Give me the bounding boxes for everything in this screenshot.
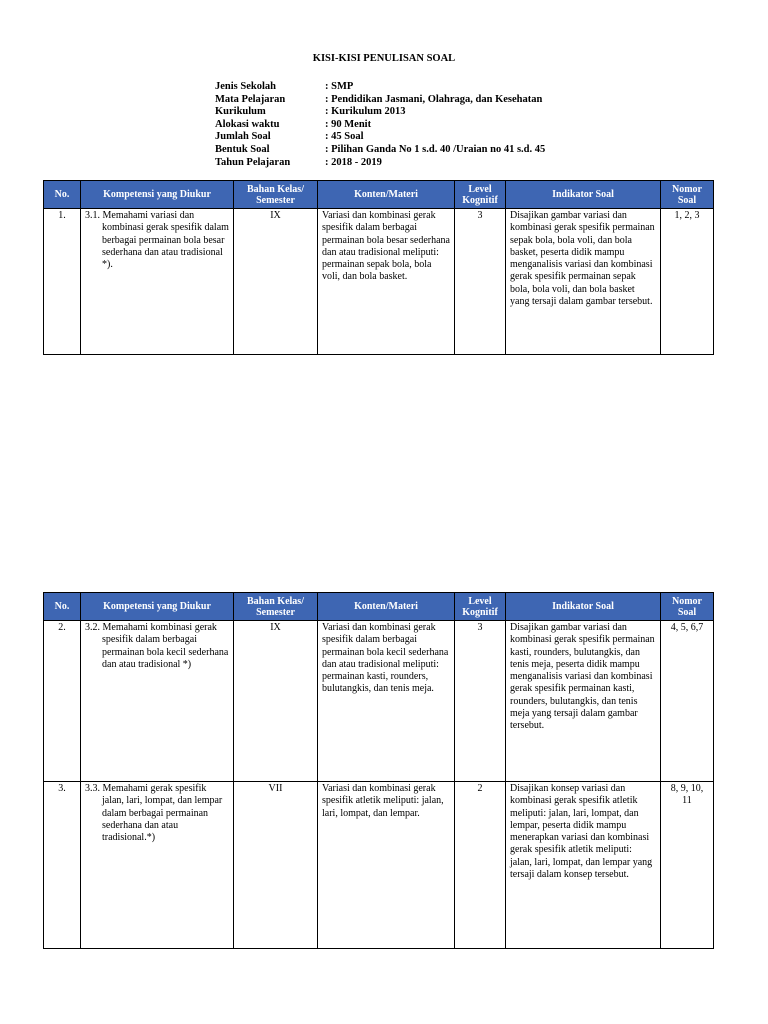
info-label: Bentuk Soal (215, 143, 270, 155)
table-row (44, 782, 714, 949)
header-no: No. (44, 181, 81, 209)
header-level-kognitif: Level Kognitif (455, 593, 506, 621)
info-label: Mata Pelajaran (215, 93, 286, 105)
cell-kompetensi (81, 209, 234, 355)
info-row (215, 131, 545, 144)
cell-nomor-soal: 4, 5, 6,7 (661, 621, 714, 782)
info-value: : Pendidikan Jasmani, Olahraga, dan Kesehatan (325, 93, 543, 105)
table-header-row (44, 593, 714, 621)
cell-indikator-soal: Disajikan gambar variasi dan kombinasi gerak spesifik permainan kasti, rounders, bulutangkis, dan tenis meja, peserta didik mampu menganalisis variasi dan kombinasi gerak spesifik permainan kasti, rounders, bulutangkis, dan tenis meja yang tersaji dalam gambar tersebut. (506, 621, 661, 782)
info-row (215, 144, 545, 157)
cell-bahan-kelas: IX (234, 621, 318, 782)
table-row (44, 621, 714, 782)
header-bahan-kelas: Bahan Kelas/ Semester (234, 593, 318, 621)
info-value: : 45 Soal (325, 131, 364, 143)
info-label: Tahun Pelajaran (215, 156, 291, 168)
cell-level-kognitif: 2 (455, 782, 506, 949)
info-value: : Kurikulum 2013 (325, 106, 406, 118)
info-value: : Pilihan Ganda No 1 s.d. 40 /Uraian no 41 s.d. 45 (325, 143, 546, 155)
header-konten-materi: Konten/Materi (318, 593, 455, 621)
cell-bahan-kelas: VII (234, 782, 318, 949)
header-level-kognitif: Level Kognitif (455, 181, 506, 209)
cell-no: 3. (44, 782, 81, 949)
cell-konten-materi: Variasi dan kombinasi gerak spesifik dalam berbagai permainan bola kecil sederhana dan atau tradisional meliputi: permainan kasti, rounders, bulutangkis, dan tenis meja. (318, 621, 455, 782)
header-konten-materi: Konten/Materi (318, 181, 455, 209)
header-bahan-kelas: Bahan Kelas/ Semester (234, 181, 318, 209)
document-title: KISI-KISI PENULISAN SOAL (312, 53, 456, 64)
info-row (215, 119, 545, 132)
kisi-kisi-table-2 (43, 592, 714, 949)
cell-indikator-soal: Disajikan gambar variasi dan kombinasi gerak spesifik permainan sepak bola, bola voli, dan bola basket, peserta didik mampu menganalisis variasi dan kombinasi gerak spesifik permainan sepak bola, bola voli, dan bola basket yang tersaji dalam gambar tersebut. (506, 209, 661, 355)
info-block (215, 81, 545, 169)
info-label: Jenis Sekolah (215, 81, 276, 92)
cell-konten-materi: Variasi dan kombinasi gerak spesifik atletik meliputi: jalan, lari, lompat, dan lempar. (318, 782, 455, 949)
info-value: : 2018 - 2019 (325, 156, 382, 168)
cell-nomor-soal: 1, 2, 3 (661, 209, 714, 355)
cell-bahan-kelas: IX (234, 209, 318, 355)
header-nomor-soal: Nomor Soal (661, 593, 714, 621)
header-indikator-soal: Indikator Soal (506, 593, 661, 621)
header-nomor-soal: Nomor Soal (661, 181, 714, 209)
cell-kompetensi (81, 621, 234, 782)
cell-indikator-soal: Disajikan konsep variasi dan kombinasi gerak spesifik atletik meliputi: jalan, lari, lompat, dan lempar, peserta didik mampu menerapkan variasi dan kombinasi gerak spesifik atletik meliputi: jalan, lari, lompat, dan lempar yang tersaji dalam konsep tersebut. (506, 782, 661, 949)
header-kompetensi: Kompetensi yang Diukur (81, 181, 234, 209)
cell-level-kognitif: 3 (455, 621, 506, 782)
info-value: : 90 Menit (325, 118, 372, 130)
info-value: : SMP (325, 81, 354, 92)
kisi-kisi-table-1 (43, 180, 714, 355)
kompetensi-text: 3.1. Memahami variasi dan kombinasi gerak spesifik dalam berbagai permainan bola besar sederhana dan atau tradisional *). (85, 210, 229, 271)
table-header-row (44, 181, 714, 209)
info-label: Kurikulum (215, 106, 266, 118)
info-row (215, 81, 545, 94)
kompetensi-text: 3.3. Memahami gerak spesifik jalan, lari, lompat, dan lempar dalam berbagai permainan sederhana dan atau tradisional.*) (85, 783, 223, 844)
header-no: No. (44, 593, 81, 621)
cell-konten-materi: Variasi dan kombinasi gerak spesifik dalam berbagai permainan bola besar sederhana dan atau tradisional meliputi: permainan sepak bola, bola voli, dan bola basket. (318, 209, 455, 355)
header-indikator-soal: Indikator Soal (506, 181, 661, 209)
header-kompetensi: Kompetensi yang Diukur (81, 593, 234, 621)
info-row (215, 94, 545, 107)
table-row (44, 209, 714, 355)
info-label: Jumlah Soal (215, 131, 271, 143)
cell-no: 2. (44, 621, 81, 782)
cell-no: 1. (44, 209, 81, 355)
cell-level-kognitif: 3 (455, 209, 506, 355)
cell-kompetensi (81, 782, 234, 949)
info-label: Alokasi waktu (215, 118, 280, 130)
info-row (215, 106, 545, 119)
cell-nomor-soal: 8, 9, 10, 11 (661, 782, 714, 949)
kompetensi-text: 3.2. Memahami kombinasi gerak spesifik dalam berbagai permainan bola kecil sederhana dan atau tradisional *) (85, 622, 229, 670)
info-row (215, 157, 545, 170)
